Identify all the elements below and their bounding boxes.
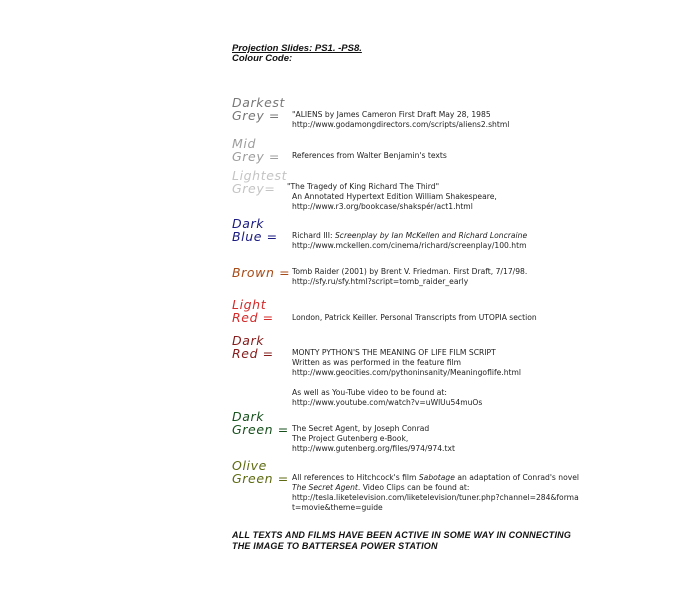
color-label-light-red [232,298,274,324]
label-line: Lightest [232,168,288,183]
reference-url: http://www.mckellen.com/cinema/richard/screenplay/100.htm [292,241,527,250]
document-header [232,44,362,64]
label-line: Green = [232,471,289,486]
reference-url: http://www.youtube.com/watch?v=uWlUu54muOs [292,398,483,407]
label-line: Darkest [232,95,285,110]
label-line: Light [232,297,267,312]
spacer [292,378,521,388]
color-label-mid-grey [232,137,280,163]
color-label-lightest-grey [232,169,287,195]
reference-url: http://sfy.ru/sfy.html?script=tomb_raider_early [292,277,469,286]
reference-text [292,151,447,161]
label-line: Dark [232,333,265,348]
reference-url: http://www.geocities.com/pythoninsanity/Meaningoflife.html [292,368,522,377]
reference-text [287,182,497,212]
header-title: Projection Slides: PS1. -PS8. [232,43,362,54]
reference-suffix: . Video Clips can be found at: [357,483,470,492]
label-line: Red = [232,346,274,361]
color-label-olive-green [232,459,289,485]
reference-text [292,267,527,287]
label-line: Grey = [232,108,280,123]
reference-url: http://www.gutenberg.org/files/974/974.txt [292,444,455,453]
reference-line: The Secret Agent, by Joseph Conrad [292,424,430,433]
label-line: Green = [232,422,289,437]
reference-line: An Annotated Hypertext Edition William Shakespeare, [292,192,497,201]
label-line: Red = [232,310,274,325]
reference-url: http://www.godamongdirectors.com/scripts/aliens2.shtml [292,120,510,129]
reference-line: Tomb Raider (2001) by Brent V. Friedman. First Draft, 7/17/98. [292,267,528,276]
label-line: Grey= [232,181,276,196]
reference-text [292,473,579,513]
footer-line: ALL TEXTS AND FILMS HAVE BEEN ACTIVE IN SOME WAY IN CONNECTING [232,530,572,540]
reference-italic: The Secret Agent [292,483,358,492]
reference-italic: Sabotage [418,473,455,482]
reference-text [292,231,527,251]
label-line: Grey = [232,149,280,164]
label-line: Olive [232,458,267,473]
reference-line [292,473,579,483]
reference-line [292,483,579,493]
reference-line: MONTY PYTHON'S THE MEANING OF LIFE FILM SCRIPT [292,348,496,357]
label-line: Mid [232,136,256,151]
reference-line: "The Tragedy of King Richard The Third" [287,182,440,191]
reference-italic: Screenplay by Ian McKellen and Richard Loncraine [334,231,528,240]
reference-prefix: Richard III: [292,231,335,240]
reference-prefix: All references to Hitchcock's film [292,473,419,482]
reference-line: "ALIENS by James Cameron First Draft May 28, 1985 [292,110,491,119]
reference-line: The Project Gutenberg e-Book, [292,434,409,443]
color-label-dark-blue [232,217,278,243]
color-label-darkest-grey [232,96,285,122]
reference-text [292,110,509,130]
reference-text [292,348,521,408]
reference-line [292,231,527,241]
reference-text [292,313,537,323]
color-label-dark-green [232,410,289,436]
reference-line: References from Walter Benjamin's texts [292,151,447,160]
footer-line: THE IMAGE TO BATTERSEA POWER STATION [232,541,438,551]
color-label-dark-red [232,334,274,360]
label-line: Brown = [232,265,291,280]
reference-line: As well as You-Tube video to be found at: [292,388,447,397]
reference-text [292,424,455,454]
reference-suffix: an adaptation of Conrad's novel [454,473,580,482]
reference-url: http://www.r3.org/bookcase/shakspér/act1.html [292,202,473,211]
label-line: Dark [232,409,265,424]
reference-url: http://tesla.liketelevision.com/liketelevision/tuner.php?channel=284&forma [292,493,579,502]
header-subtitle: Colour Code: [232,53,293,64]
label-line: Dark [232,216,265,231]
label-line: Blue = [232,229,278,244]
document-footer [232,530,571,552]
reference-line: London, Patrick Keiller. Personal Transcripts from UTOPIA section [292,313,537,322]
color-label-brown [232,266,290,279]
reference-url: t=movie&theme=guide [292,503,383,512]
reference-line: Written as was performed in the feature film [292,358,462,367]
